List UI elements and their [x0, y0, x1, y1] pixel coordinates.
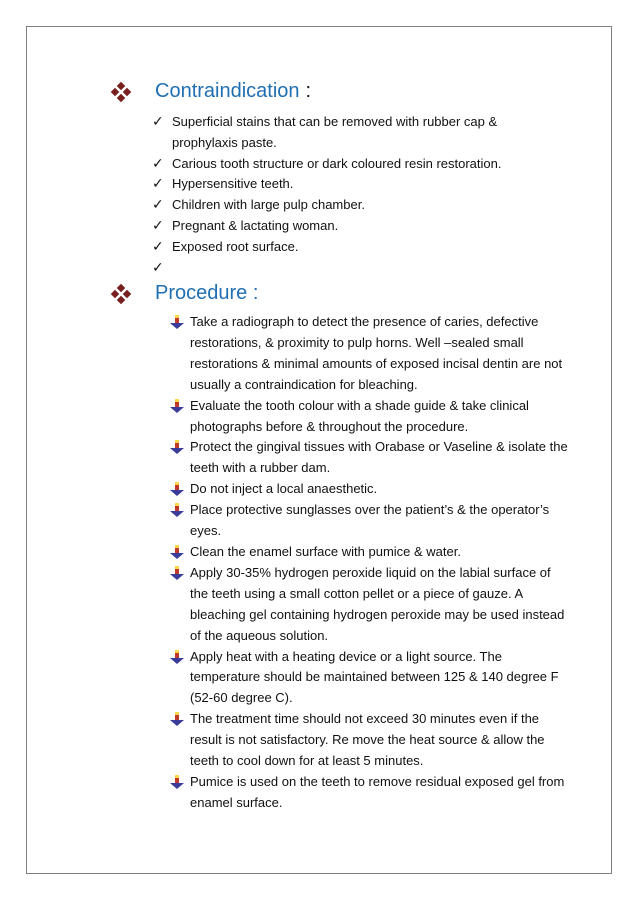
check-mark-icon: ✓ — [152, 114, 164, 130]
procedure-list — [170, 312, 570, 814]
list-item — [152, 154, 552, 175]
list-item — [170, 479, 570, 500]
contraindication-title: Contraindication — [155, 80, 300, 102]
list-item — [170, 500, 570, 542]
list-item-text — [172, 260, 176, 275]
list-item-text: Apply 30-35% hydrogen peroxide liquid on the labial surface of the teeth using a small cotton pellet or a piece of gauze. A bleaching gel containing hydrogen peroxide may be used instead of the aqueous solution. — [190, 564, 565, 643]
contraindication-list — [152, 112, 552, 278]
list-item — [152, 216, 552, 237]
list-item — [152, 195, 552, 216]
list-item-text: Pregnant & lactating woman. — [172, 217, 339, 233]
list-item-text: Children with large pulp chamber. — [172, 197, 365, 213]
list-item — [152, 237, 552, 258]
check-mark-icon: ✓ — [152, 217, 164, 234]
list-item-text: Hypersensitive teeth. — [172, 176, 294, 192]
down-arrow-bullet-icon — [170, 503, 184, 517]
list-item-text: Place protective sunglasses over the patient’s & the operator’s eyes. — [190, 502, 550, 539]
procedure-title: Procedure : — [155, 282, 259, 304]
contraindication-colon: : — [305, 80, 312, 102]
down-arrow-bullet-icon — [170, 440, 184, 454]
list-item-text: Superficial stains that can be removed with rubber cap & prophylaxis paste. — [172, 114, 498, 150]
down-arrow-bullet-icon — [170, 545, 184, 559]
list-item-text: Take a radiograph to detect the presence of caries, defective restorations, & proximity to pulp horns. Well –sealed small restorations & minimal amounts of exposed incisal dentin are not usually a contraindication for bleaching. — [190, 314, 563, 392]
list-item — [152, 258, 552, 279]
list-item — [170, 542, 570, 563]
diamond-bullet-icon — [111, 284, 131, 304]
procedure-heading — [111, 282, 258, 305]
check-mark-icon: ✓ — [152, 197, 164, 214]
list-item-text: Carious tooth structure or dark coloured resin restoration. — [172, 155, 502, 171]
down-arrow-bullet-icon — [170, 482, 184, 496]
list-item-text: Evaluate the tooth colour with a shade guide & take clinical photographs before & throughout the procedure. — [190, 397, 529, 434]
list-item — [170, 647, 570, 710]
down-arrow-bullet-icon — [170, 315, 184, 329]
list-item — [170, 709, 570, 772]
list-item — [170, 396, 570, 438]
contraindication-heading — [111, 80, 311, 103]
list-item-text: Pumice is used on the teeth to remove residual exposed gel from enamel surface. — [190, 773, 565, 810]
list-item — [152, 112, 552, 154]
diamond-bullet-icon — [111, 82, 131, 102]
down-arrow-bullet-icon — [170, 775, 184, 789]
list-item-text: Exposed root surface. — [172, 238, 299, 254]
down-arrow-bullet-icon — [170, 399, 184, 413]
list-item-text: Clean the enamel surface with pumice & water. — [190, 543, 461, 559]
list-item — [152, 174, 552, 195]
down-arrow-bullet-icon — [170, 712, 184, 726]
check-mark-icon: ✓ — [152, 259, 164, 276]
list-item — [170, 772, 570, 814]
down-arrow-bullet-icon — [170, 566, 184, 580]
list-item-text: Protect the gingival tissues with Orabase or Vaseline & isolate the teeth with a rubber dam. — [190, 439, 568, 476]
list-item — [170, 437, 570, 479]
list-item-text: Do not inject a local anaesthetic. — [190, 481, 378, 497]
list-item-text: The treatment time should not exceed 30 minutes even if the result is not satisfactory. Re move the heat source & allow the teeth to cool down for at least 5 minutes. — [190, 711, 545, 769]
check-mark-icon: ✓ — [152, 238, 164, 255]
down-arrow-bullet-icon — [170, 650, 184, 664]
list-item — [170, 312, 570, 396]
list-item — [170, 563, 570, 647]
check-mark-icon: ✓ — [152, 155, 164, 172]
check-mark-icon: ✓ — [152, 176, 164, 193]
list-item-text: Apply heat with a heating device or a light source. The temperature should be maintained between 125 & 140 degree F (52-60 degree C). — [190, 648, 559, 706]
